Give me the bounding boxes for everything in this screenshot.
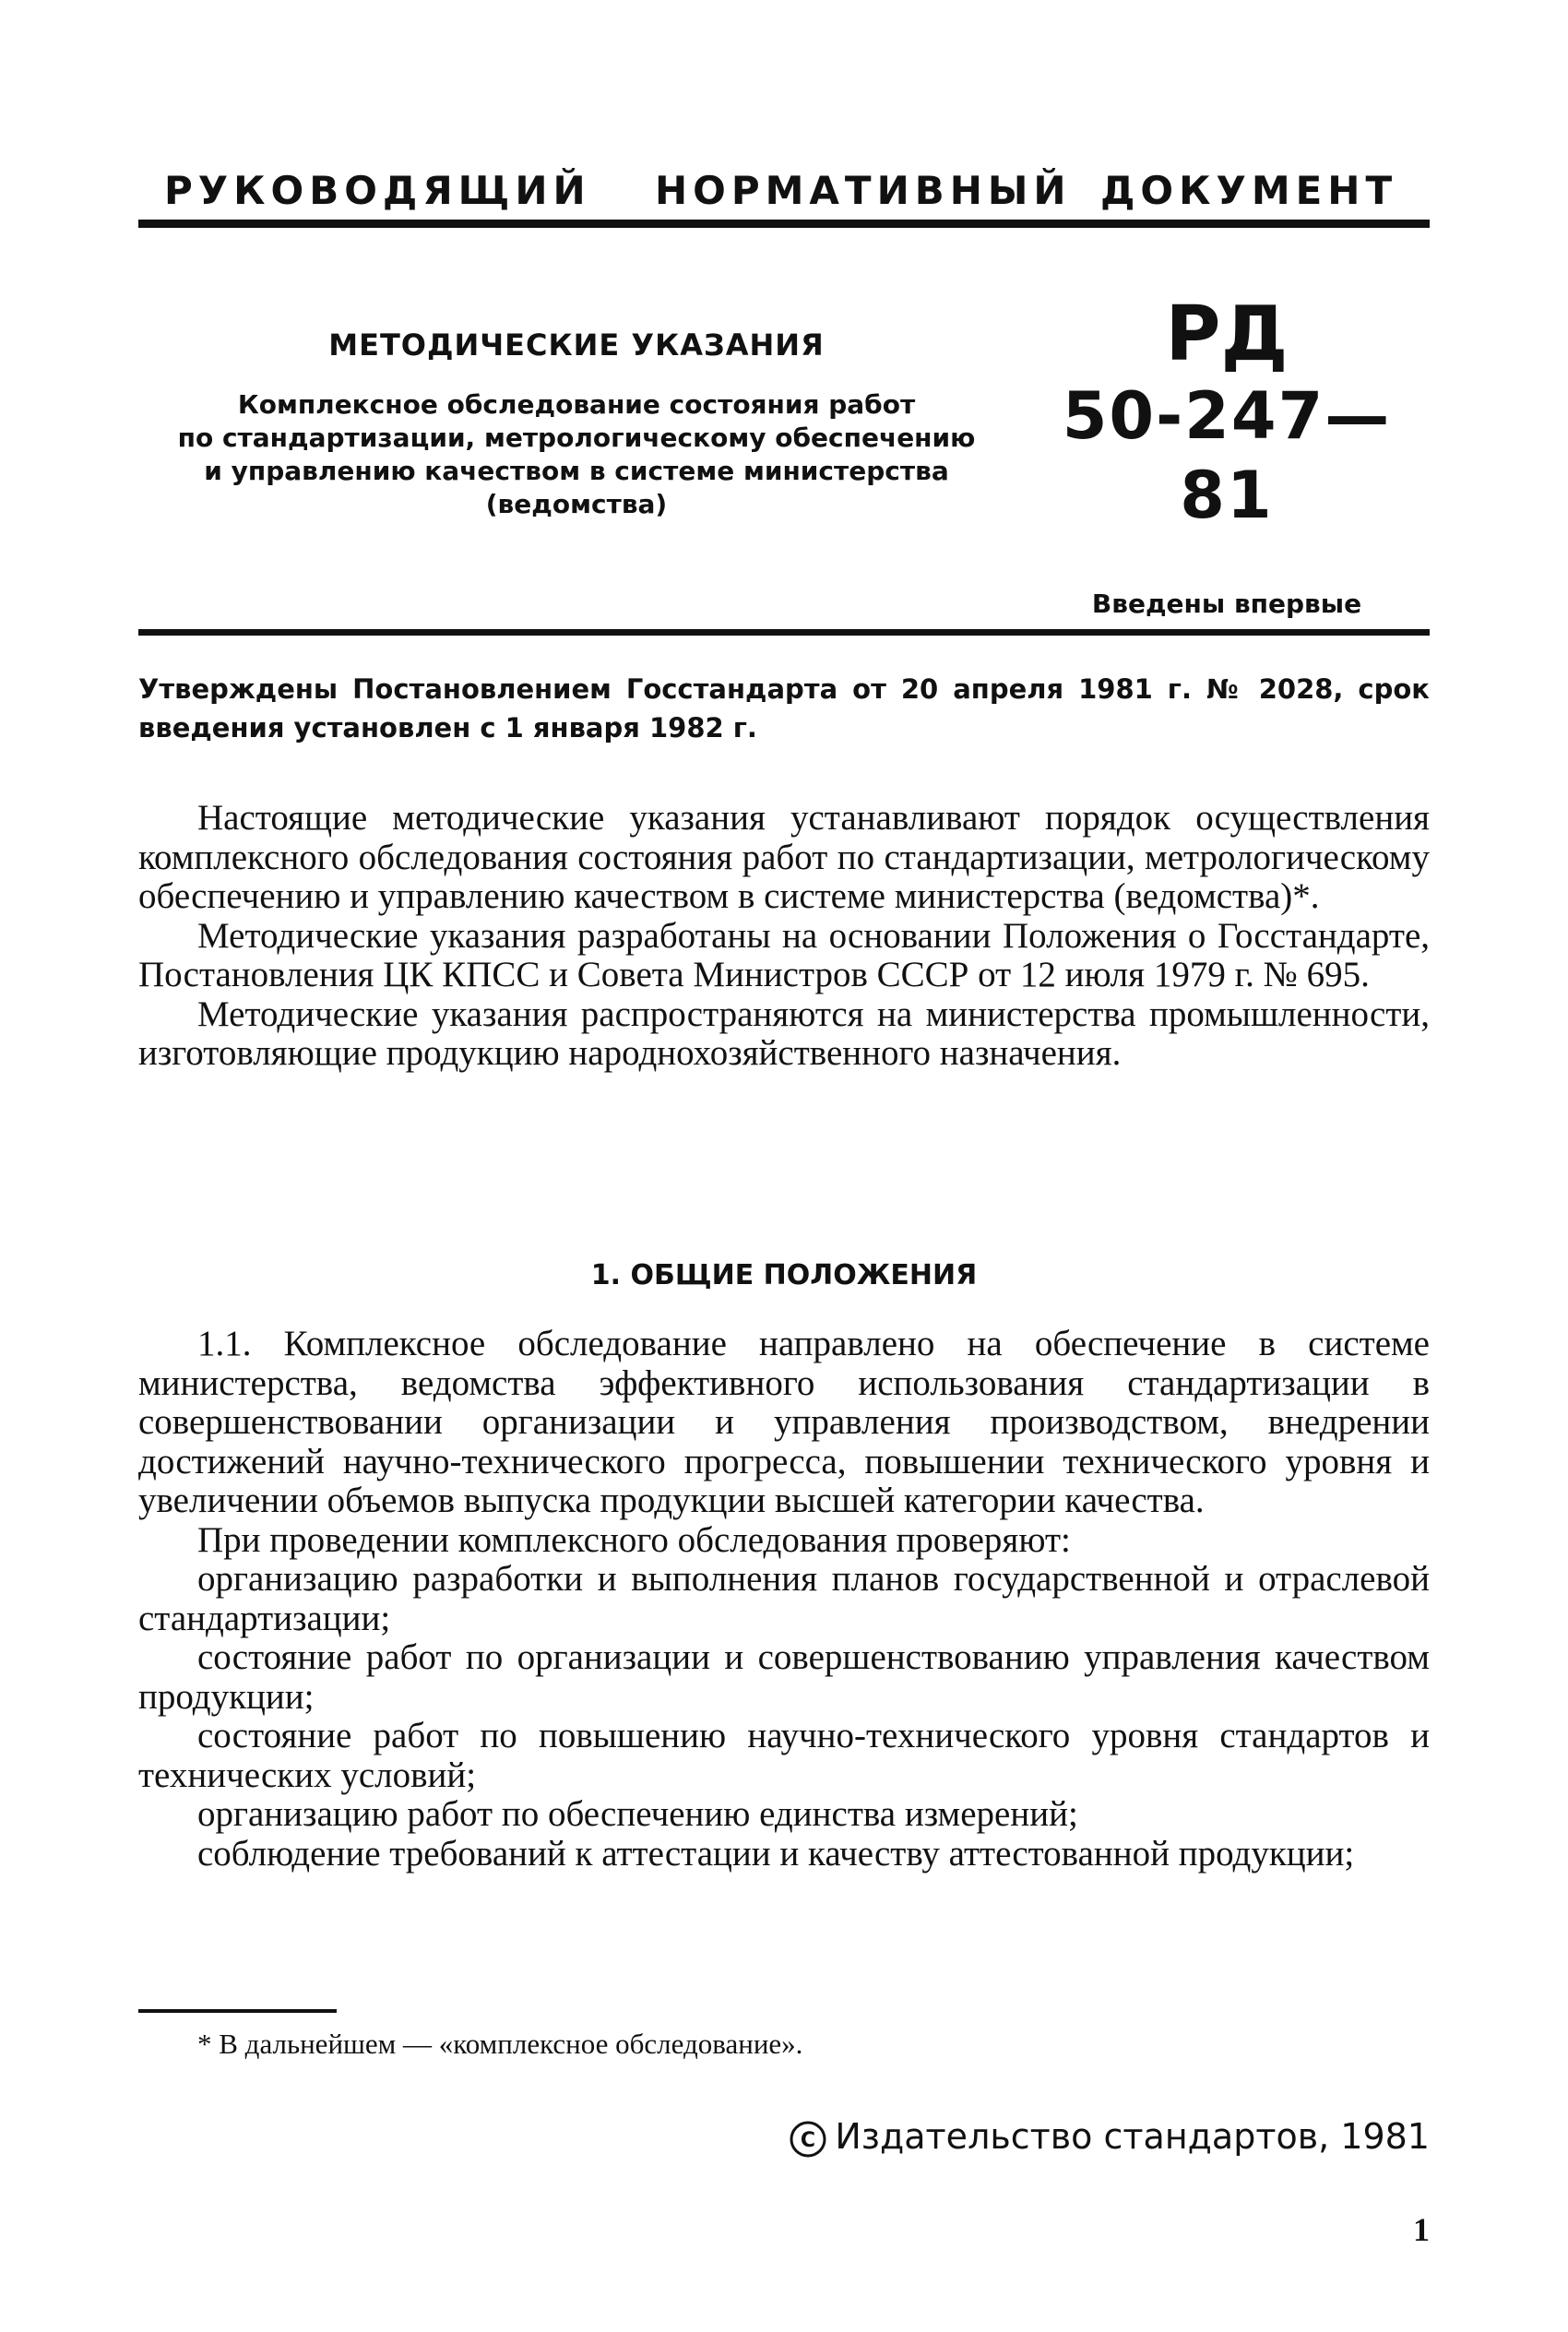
svg-text:C: C xyxy=(801,2128,816,2152)
section-1-list-item-2: состояние работ по организации и совершенствованию управления качеством продукции; xyxy=(138,1637,1430,1717)
section-1-heading: 1. ОБЩИЕ ПОЛОЖЕНИЯ xyxy=(590,1259,978,1291)
document-subtitle-line-2: по стандартизации, метрологическому обеспечению xyxy=(177,422,976,453)
document-type-title: МЕТОДИЧЕСКИЕ УКАЗАНИЯ xyxy=(328,327,825,363)
section-1-list-item-3: состояние работ по повышению научно-технического уровня стандартов и технических условий; xyxy=(138,1716,1430,1795)
document-code-prefix: РД xyxy=(1165,291,1289,378)
heading-word-3: ДОКУМЕНТ xyxy=(1100,168,1398,213)
section-1-text xyxy=(138,1325,1430,1874)
approval-statement: Утверждены Постановлением Госстандарта от 20 апреля 1981 г. № 2028, срок введения установлен с 1 января 1982 г. xyxy=(138,673,1430,744)
intro-paragraph-2: Методические указания разработаны на основании Положения о Госстандарте, Постановления ЦК КПСС и Совета Министров СССР от 12 июля 1979 г. № 695. xyxy=(138,915,1430,994)
document-subtitle-line-3: и управлению качеством в системе министерства xyxy=(204,456,949,486)
page-number: 1 xyxy=(1413,2211,1430,2248)
heading-word-1: РУКОВОДЯЩИЙ xyxy=(164,168,591,213)
publisher-text: Издательство стандартов, 1981 xyxy=(835,2116,1430,2157)
section-1-list-item-5: соблюдение требований к аттестации и качеству аттестованной продукции; xyxy=(197,1833,1355,1874)
document-subtitle-line-4: (ведомства) xyxy=(485,489,668,519)
document-category-heading xyxy=(138,159,1430,223)
header-rule xyxy=(138,220,1430,228)
document-title-block xyxy=(138,327,1015,521)
footnote: * В дальнейшем — «комплексное обследование». xyxy=(197,2028,803,2060)
section-1-list-item-1: организацию разработки и выполнения планов государственной и отраслевой стандартизации; xyxy=(138,1559,1430,1638)
title-bottom-rule xyxy=(138,629,1430,636)
intro-paragraph-3: Методические указания распространяются на министерства промышленности, изготовляющие продукцию народнохозяйственного назначения. xyxy=(138,993,1430,1073)
document-code-block xyxy=(1033,293,1420,619)
footnote-rule xyxy=(138,2009,337,2013)
intro-paragraph-1: Настоящие методические указания устанавливают порядок осуществления комплексного обследования состояния работ по стандартизации, метрологическому обеспечению и управлению качеством в системе министерства (ведомства)*. xyxy=(138,798,1430,916)
intro-note: Введены впервые xyxy=(1091,589,1362,619)
section-1-paragraph-1: 1.1. Комплексное обследование направлено на обеспечение в системе министерства, ведомства эффективного использования стандартизации в совершенствовании организации и управления производством, внедрении достижений научно-технического прогресса, повышении технического уровня и увеличении объемов выпуска продукции высшей категории качества. xyxy=(138,1324,1430,1520)
heading-word-2: НОРМАТИВНЫЙ xyxy=(655,168,1072,213)
intro-text xyxy=(138,799,1430,1074)
copyright-icon xyxy=(789,2120,827,2159)
document-subtitle-line-1: Комплексное обследование состояния работ xyxy=(237,389,916,420)
section-1-list-item-4: организацию работ по обеспечению единства измерений; xyxy=(197,1794,1078,1834)
section-1-paragraph-2: При проведении комплексного обследования проверяют: xyxy=(197,1519,1071,1560)
publisher-line xyxy=(789,2116,1430,2159)
document-code-number: 50-247—81 xyxy=(1062,378,1392,533)
